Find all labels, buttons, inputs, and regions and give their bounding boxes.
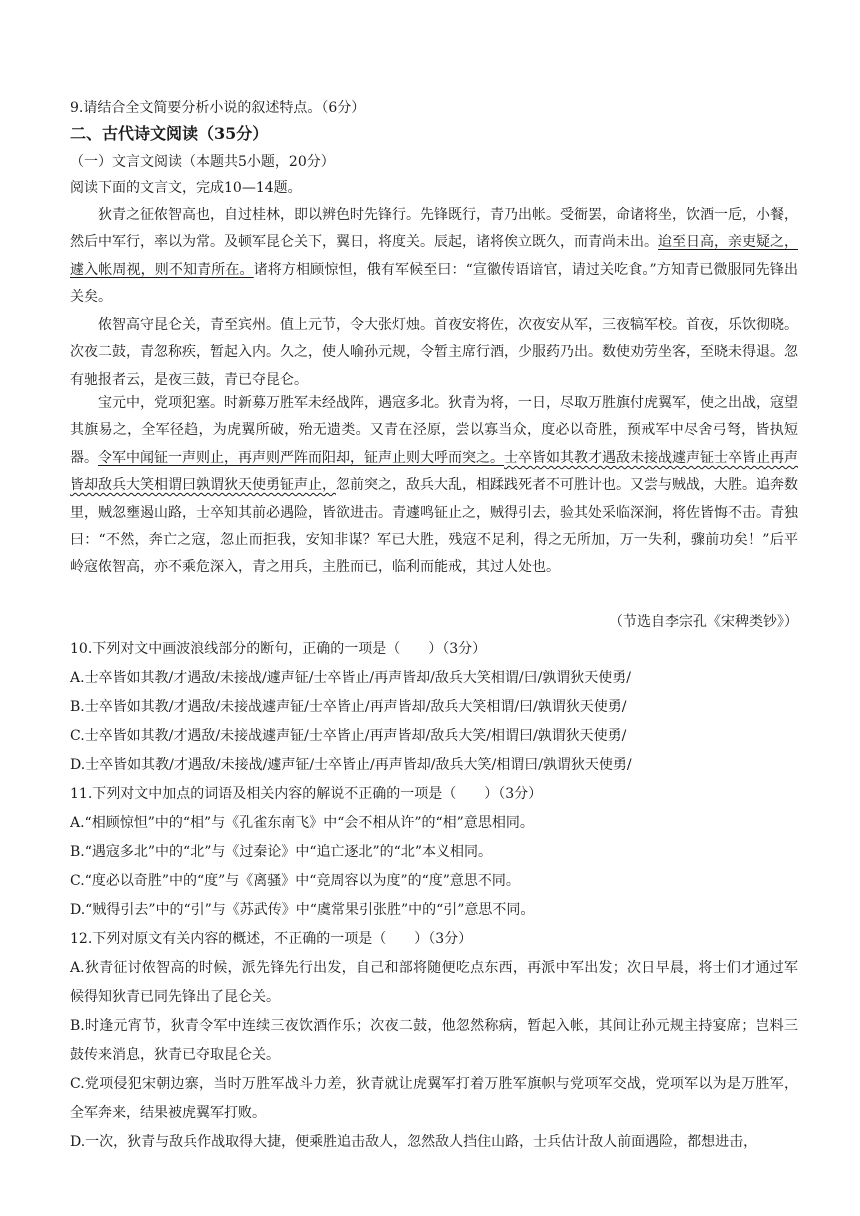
section-title: 二、古代诗文阅读（35分） (70, 124, 269, 143)
reading-instruction: 阅读下面的文言文，完成10—14题。 (70, 180, 302, 196)
passage-paragraph-2: 侬智高守昆仑关，青至宾州。值上元节，令大张灯烛。首夜安将佐，次夜安从军，三夜犒军校。首夜，乐饮彻晓。次夜二鼓，青忽称疾，暂起入内。久之，使人喻孙元规，令暂主席行酒，少服药乃出。数使劝劳坐客，至晓未得退。忽有驰报者云，是夜三鼓，青已夺昆仑。 (70, 317, 798, 388)
question-stem: 10.下列对文中画波浪线部分的断句，正确的一项是（ ）（3分） (70, 641, 487, 657)
wavy-underlined-sentence: 士卒皆如其教才遇敌未接战遽声钲士卒皆止再声皆却敌兵大笑相谓曰孰谓狄天使勇钲声止， (70, 449, 798, 494)
passage-text: 忽前突之，敌兵大乱，相蹂践死者不可胜计也。又尝与贼战，大胜。追奔数里，贼忽壅遏山路，士卒知其前必遇险，皆欲进击。青遽鸣钲止之，贼得引去，验其处采临深涧，将佐皆悔不击。青独曰：“不然，奔亡之寇，忽止而拒我，安知非谋？军已大胜，残寇不足利，得之无所加，万一失利，骤前功矣！”后平岭寇侬智高，亦不乘危深入，青之用兵，主胜而已，临利而能戒，其过人处也。 (70, 477, 798, 576)
option-c: C.党项侵犯宋朝边寨，当时万胜军战斗力差，狄青就让虎翼军打着万胜军旗帜与党项军交战，党项军以为是万胜军，全军奔来，结果被虎翼军打败。 (70, 1076, 798, 1121)
option-a: A.“相顾惊怛”中的“相”与《孔雀东南飞》中“会不相从许”的“相”意思相同。 (70, 815, 534, 831)
option-b: B.士卒皆如其教/才遇敌/未接战遽声钲/士卒皆止/再声皆却/敌兵大笑相谓/曰/孰谓狄天使勇/ (70, 699, 627, 715)
passage-paragraph-3 (70, 390, 798, 582)
option-d: D.一次，狄青与敌兵作战取得大捷，便乘胜追击敌人，忽然敌人挡住山路，士兵估计敌人前面遇险，都想进击， (70, 1134, 758, 1150)
option-d: D.“贼得引去”中的“引”与《苏武传》中“虞常果引张胜”中的“引”意思不同。 (70, 902, 535, 918)
option-b: B.“遇寇多北”中的“北”与《过秦论》中“追亡逐北”的“北”本义相同。 (70, 844, 492, 860)
question-9: 9.请结合全文简要分析小说的叙述特点。（6分） (70, 100, 366, 116)
question-stem: 11.下列对文中加点的词语及相关内容的解说不正确的一项是（ ）（3分） (70, 786, 543, 802)
option-a: A.狄青征讨侬智高的时候，派先锋先行出发，自己和部将随便吃点东西，再派中军出发；次日早晨，将士们才通过军候得知狄青已同先锋出了昆仑关。 (70, 960, 798, 1005)
passage-text: 宝元中，党项犯塞。时新募万胜军未经战阵，遇寇多北。狄青为将，一日，尽取万胜旗付虎翼军，使之出战，寇望其旗易之，全军径趋，为虎翼所破，殆无遗类。又青在泾原，尝以寡当众，度必以奇胜，预戒军中尽舍弓弩，皆执短器。 (70, 395, 798, 466)
subsection-title: （一）文言文阅读（本题共5小题，20分） (70, 154, 335, 170)
passage-source: （节选自李宗孔《宋稗类钞》） (609, 614, 798, 630)
passage-paragraph-1 (70, 202, 798, 312)
question-stem: 12.下列对原文有关内容的概述，不正确的一项是（ ）（3分） (70, 931, 473, 947)
option-a: A.士卒皆如其教/才遇敌/未接战/遽声钲/士卒皆止/再声皆却/敌兵大笑相谓/曰/孰谓狄天使勇/ (70, 670, 632, 686)
option-d: D.士卒皆如其教/才遇敌/未接战/遽声钲/士卒皆止/再声皆却/敌兵大笑/相谓曰/孰谓狄天使勇/ (70, 757, 632, 773)
question-10 (70, 635, 798, 1157)
underlined-sentence: 令军中闻钲一声则止，再声则严阵而阳却，钲声止则大呼而突之。 (98, 449, 504, 466)
passage-text: 狄青之征侬智高也，自过桂林，即以辨色时先锋行。先锋既行，青乃出帐。受衙罢，命诸将坐，饮酒一卮，小餐，然后中军行，率以为常。及顿军昆仑关下，翼日，将度关。辰起，诸将俟立既久，而青尚未出。 (70, 207, 798, 251)
option-c: C.“度必以奇胜”中的“度”与《离骚》中“竞周容以为度”的“度”意思不同。 (70, 873, 520, 889)
underlined-sentence: 迨至日高，亲吏疑之，遽入帐周视，则不知青所在。 (70, 234, 798, 278)
option-c: C.士卒皆如其教/才遇敌/未接战遽声钲/士卒皆止/再声皆却/敌兵大笑/相谓曰/孰谓狄天使勇/ (70, 728, 627, 744)
passage-text: 诸将方相顾惊怛，俄有军候至曰：“宣徽传语谙官，请过关吃食。”方知青已微服同先锋出关矣。 (70, 261, 798, 306)
option-b: B.时逢元宵节，狄青令军中连续三夜饮酒作乐；次夜二鼓，他忽然称病，暂起入帐，其间让孙元规主持宴席；岂料三鼓传来消息，狄青已夺取昆仑关。 (70, 1018, 798, 1063)
